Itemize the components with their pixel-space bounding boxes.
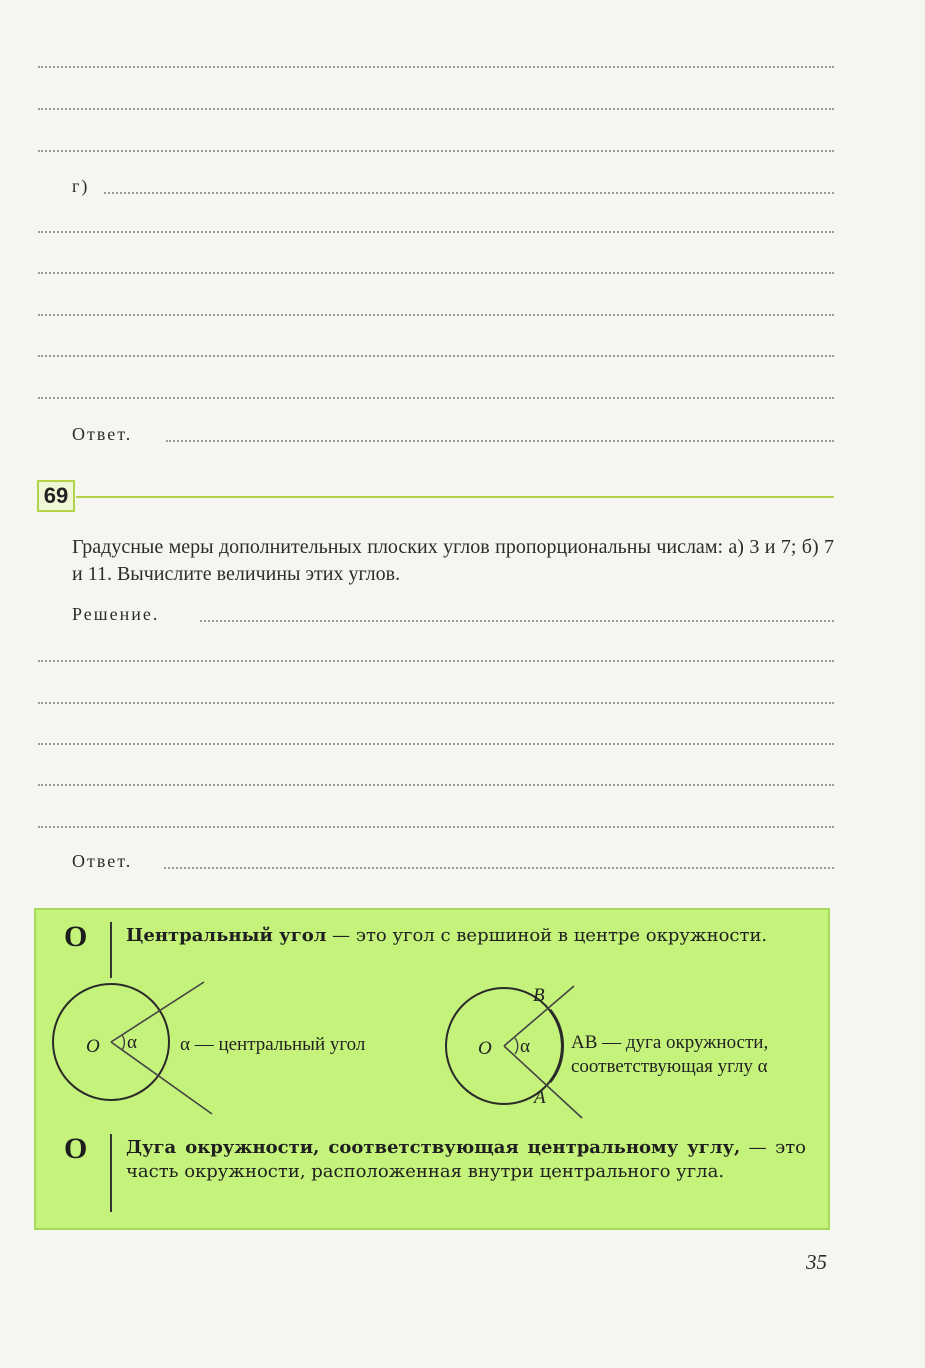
figure-caption: α — центральный угол bbox=[180, 1034, 366, 1055]
center-label: O bbox=[478, 1038, 492, 1059]
arc-figure bbox=[426, 970, 826, 1130]
highlighted-arc bbox=[550, 1010, 563, 1082]
angle-ray bbox=[111, 982, 204, 1042]
figure-caption-line2: соответствующая углу α bbox=[571, 1056, 768, 1077]
figure-caption-line1: AB — дуга окружности, bbox=[571, 1032, 769, 1053]
answer-label: Ответ. bbox=[72, 424, 133, 444]
answer-line[interactable] bbox=[38, 397, 834, 399]
answer-line[interactable] bbox=[164, 867, 834, 869]
point-a-label: A bbox=[534, 1087, 546, 1108]
answer-line[interactable] bbox=[38, 314, 834, 316]
solution-line[interactable] bbox=[38, 660, 834, 662]
solution-line[interactable] bbox=[38, 702, 834, 704]
task-number-badge: 69 bbox=[37, 480, 75, 512]
definition-term: Дуга окружности, соответствующая центральному углу, bbox=[126, 1137, 741, 1158]
definition-arc bbox=[126, 1136, 806, 1184]
solution-line[interactable] bbox=[38, 743, 834, 745]
item-g-label: г) bbox=[72, 176, 90, 196]
solution-line[interactable] bbox=[200, 620, 834, 622]
answer-line[interactable] bbox=[104, 192, 834, 194]
answer-line[interactable] bbox=[38, 272, 834, 274]
point-b-label: B bbox=[533, 985, 545, 1006]
answer-line[interactable] bbox=[38, 108, 834, 110]
answer-line[interactable] bbox=[38, 231, 834, 233]
solution-label: Решение. bbox=[72, 604, 160, 624]
angle-label: α bbox=[127, 1032, 137, 1053]
definition-box bbox=[34, 908, 830, 1230]
solution-line[interactable] bbox=[38, 826, 834, 828]
definition-body: — это угол с вершиной в центре окружности. bbox=[326, 925, 768, 946]
angle-label: α bbox=[520, 1036, 530, 1057]
task-answer-label: Ответ. bbox=[72, 851, 133, 871]
answer-line[interactable] bbox=[38, 355, 834, 357]
task-header-rule bbox=[76, 496, 834, 498]
central-angle-figure bbox=[36, 970, 436, 1130]
page-number: 35 bbox=[806, 1250, 827, 1274]
task-statement: Градусные меры дополнительных плоских углов пропорциональны числам: а) 3 и 7; б) 7 и 11. Вычислите величины этих углов. bbox=[72, 536, 834, 585]
definition-central-angle bbox=[126, 924, 806, 948]
solution-line[interactable] bbox=[38, 784, 834, 786]
definition-marker: О bbox=[64, 1132, 88, 1165]
angle-arc bbox=[515, 1038, 518, 1054]
definition-divider bbox=[110, 1134, 112, 1212]
answer-line[interactable] bbox=[166, 440, 834, 442]
answer-line[interactable] bbox=[38, 66, 834, 68]
answer-line[interactable] bbox=[38, 150, 834, 152]
definition-term: Центральный угол bbox=[126, 925, 327, 946]
definition-body: — это часть окружности, расположенная внутри центрального угла. bbox=[126, 1137, 806, 1182]
angle-arc bbox=[122, 1035, 124, 1050]
center-label: O bbox=[86, 1036, 100, 1057]
definition-marker: О bbox=[64, 920, 88, 953]
